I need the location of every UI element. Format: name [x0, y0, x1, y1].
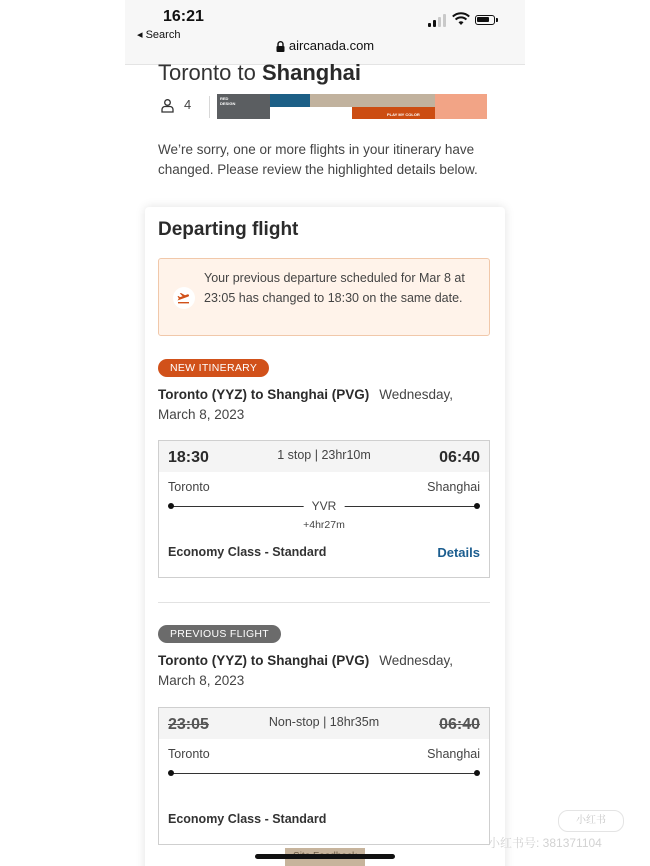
route-from: Toronto to: [158, 60, 256, 85]
promo-banner[interactable]: [217, 94, 487, 119]
person-icon: [161, 99, 174, 113]
previous-route-line: [171, 773, 477, 774]
section-title: Departing flight: [158, 219, 299, 240]
departing-flight-card: [145, 207, 505, 866]
alert-message: Your previous departure scheduled for Mar 8 at 23:05 has changed to 18:30 on the same date.: [204, 271, 465, 305]
change-notice-text: We’re sorry, one or more flights in your itinerary have changed. Please review the highlighted details below.: [158, 142, 478, 177]
banner-label-left: RED DESIGN: [220, 96, 236, 106]
previous-destination-city: Shanghai: [427, 747, 480, 761]
previous-flight-badge: PREVIOUS FLIGHT: [158, 625, 281, 643]
url-text: aircanada.com: [288, 38, 375, 53]
previous-arrival-time: 06:40: [439, 716, 480, 733]
watermark-id: 小红书号: 381371104: [488, 836, 602, 850]
schedule-change-alert: [158, 258, 490, 336]
new-flight-segment: [158, 440, 490, 578]
divider: [209, 96, 210, 118]
layover-duration: +4hr27m: [303, 519, 345, 531]
home-indicator[interactable]: [255, 854, 395, 859]
new-itinerary-heading: [158, 385, 488, 425]
destination-city: Shanghai: [427, 480, 480, 494]
details-link[interactable]: Details: [437, 545, 480, 560]
phone-screen: [125, 0, 525, 866]
departure-time: 18:30: [168, 449, 209, 466]
cellular-signal-icon: [428, 13, 448, 27]
lock-icon: [276, 41, 285, 52]
previous-cabin-class: Economy Class - Standard: [168, 812, 327, 826]
battery-icon: [475, 15, 495, 25]
route-to: Shanghai: [261, 60, 361, 85]
banner-label-right: PLAY MY COLOR: [387, 112, 420, 117]
passenger-count-value: 4: [184, 97, 192, 112]
section-divider: [158, 602, 490, 603]
previous-flight-segment: [158, 707, 490, 845]
back-to-search-link[interactable]: ◂ Search: [137, 29, 181, 41]
new-route: Toronto (YYZ) to Shanghai (PVG): [158, 387, 370, 402]
cabin-class: Economy Class - Standard: [168, 545, 327, 559]
address-bar[interactable]: [125, 38, 525, 53]
watermark-logo: 小红书: [558, 810, 624, 832]
origin-city: Toronto: [168, 480, 210, 494]
status-bar: [125, 0, 525, 65]
previous-origin-city: Toronto: [168, 747, 210, 761]
previous-stops-duration: Non-stop | 18hr35m: [268, 715, 380, 729]
arrival-time: 06:40: [439, 449, 480, 466]
connection-airport: YVR: [304, 499, 345, 513]
stops-duration: 1 stop | 23hr10m: [277, 448, 371, 462]
previous-departure-time: 23:05: [168, 716, 209, 733]
wifi-icon: [452, 12, 470, 26]
previous-route: Toronto (YYZ) to Shanghai (PVG): [158, 653, 370, 668]
previous-date: Wednesday, March 8, 2023: [158, 653, 454, 688]
passenger-count: [161, 97, 191, 113]
new-itinerary-badge: NEW ITINERARY: [158, 359, 269, 377]
route-line: [171, 499, 477, 513]
previous-itinerary-heading: [158, 651, 488, 691]
clock: 16:21: [163, 8, 204, 25]
page-title: [158, 60, 361, 86]
new-date: Wednesday, March 8, 2023: [158, 387, 454, 422]
plane-departure-icon: [173, 287, 195, 309]
